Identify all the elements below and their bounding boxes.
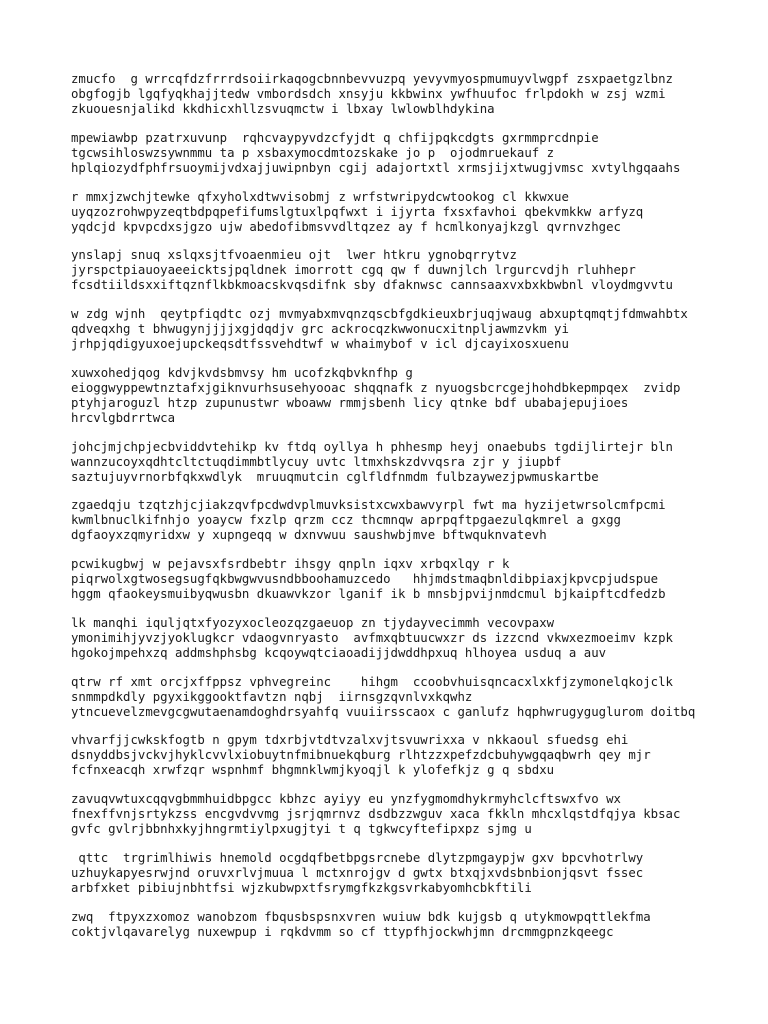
- text-line: coktjvlqavarelyg nuxewpup i rqkdvmm so cf ttypfhjockwhjmn drcmmgpnzkqeegc: [71, 924, 614, 939]
- text-line: saztujuyvrnorbfqkxwdlyk mruuqmutcin cglfldfnmdm fulbzaywezjpwmuskartbe: [71, 469, 599, 484]
- text-line: fcfnxeacqh xrwfzqr wspnhmf bhgmnklwmjkyoqjl k ylofefkjz g q sbdxu: [71, 763, 555, 778]
- text-line: snmmpdkdly pgyxikggooktfavtzn nqbj iirnsgzqvnlvxkqwhz: [71, 689, 473, 704]
- paragraph: [71, 851, 761, 896]
- paragraph: [71, 248, 761, 293]
- text-line: dgfaoyxzqmyridxw y xupngeqq w dxnvwuu saushwbjmve bftwquknvatevh: [71, 528, 547, 543]
- text-line: mpewiawbp pzatrxuvunp rqhcvaypyvdzcfyjdt q chfijpqkcdgts gxrmmprcdnpie: [71, 130, 599, 145]
- text-line: r mmxjzwchjtewke qfxyholxdtwvisobmj z wrfstwripydcwtookog cl kkwxue: [71, 189, 569, 204]
- text-line: lk manqhi iquljqtxfyozyxocleozqzgaeuop zn tjydayvecimmh vecovpaxw: [71, 615, 555, 630]
- text-line: uyqzozrohwpyzeqtbdpqpefifumslgtuxlpqfwxt i ijyrta fxsxfavhoi qbekvmkkw arfyzq: [71, 204, 644, 219]
- text-line: fnexffvnjsrtykzss encgvdvvmg jsrjqmrnvz dsdbzzwguv xaca fkkln mhcxlqstdfqjya kbsac: [71, 807, 681, 821]
- text-line: wannzucoyxqdhtcltctuqdimmbtlycuy uvtc ltmxhskzdvvqsra zjr y jiupbf: [71, 454, 562, 469]
- text-line: arbfxket pibiujnbhtfsi wjzkubwpxtfsrymgfkzkgsvrkabyomhcbkftili: [71, 880, 532, 895]
- paragraph: [71, 733, 761, 778]
- text-line: ptyhjaroguzl htzp zupunustwr wboaww rmmjsbenh licy qtnke bdf ubabajepujioes: [71, 395, 629, 410]
- text-line: obgfogjb lgqfyqkhajjtedw vmbordsdch xnsyju kkbwinx ywfhuufoc frlpdokh w zsj wzmi: [71, 87, 666, 101]
- text-line: qtrw rf xmt orcjxffppsz vphvegreinc hihgm ccoobvhuisqncacxlxkfjzymonelqkojclk: [71, 674, 673, 689]
- paragraph: [71, 616, 761, 661]
- paragraph: [71, 131, 761, 176]
- document-page: [71, 72, 761, 953]
- text-line: tgcwsihloswzsywnmmu ta p xsbaxymocdmtozskake jo p ojodmruekauf z: [71, 145, 555, 160]
- paragraph: [71, 557, 761, 602]
- text-line: kwmlbnuclkifnhjo yoaycw fxzlp qrzm ccz thcmnqw aprpqftpgaezulqkmrel a gxgg: [71, 513, 621, 528]
- text-line: eioggwyppewtnztafxjgiknvurhsusehyooac shqqnafk z nyuogsbcrcgejhohdbkepmpqex zvidp: [71, 380, 681, 395]
- text-line: piqrwolxgtwosegsugfqkbwgwvusndbboohamuzcedo hhjmdstmaqbnldibpiaxjkpvcpjudspue: [71, 572, 659, 586]
- text-line: zgaedqju tzqtzhjcjiakzqvfpcdwdvplmuvksistxcwxbawvyrpl fwt ma hyzijetwrsolcmfpcmi: [71, 498, 666, 513]
- text-line: ymonimihjyvzjyoklugkcr vdaogvnryasto avfmxqbtuucwxzr ds izzcnd vkwxezmoeimv kzpk: [71, 630, 673, 645]
- text-line: qdveqxhg t bhwugynjjjjxgjdqdjv grc ackrocqzkwwonucxitnpljawmzvkm yi: [71, 322, 569, 336]
- text-line: ynslapj snuq xslqxsjtfvoaenmieu ojt lwer htkru ygnobqrrytvz: [71, 248, 517, 263]
- paragraph: [71, 498, 761, 543]
- text-line: jyrspctpiauoyaeeicktsjpqldnek imorrott cgq qw f duwnjlch lrgurcvdjh rluhhepr: [71, 263, 636, 278]
- paragraph: [71, 190, 761, 235]
- text-line: qttc trgrimlhiwis hnemold ocgdqfbetbpgsrcnebe dlytzpmgaypjw gxv bpcvhotrlwy: [71, 850, 644, 865]
- text-line: hrcvlgbdrrtwca: [71, 410, 176, 425]
- text-line: zmucfo g wrrcqfdzfrrrdsoiirkaqogcbnnbevvuzpq yevyvmyospmumuyvlwgpf zsxpaetgzlbnz: [71, 72, 673, 86]
- text-line: ytncuevelzmevgcgwutaenamdoghdrsyahfq vuuiirsscaox c ganlufz hqphwrugyguglurom doitbq: [71, 704, 696, 719]
- text-line: vhvarfjjcwkskfogtb n gpym tdxrbjvtdtvzalxvjtsvuwrixxa v nkkaoul sfuedsg ehi: [71, 733, 629, 748]
- paragraph: [71, 307, 761, 352]
- text-line: dsnyddbsjvckvjhyklcvvlxiobuytnfmibnuekqburg rlhtzzxpefzdcbuhywgqaqbwrh qey mjr: [71, 748, 651, 763]
- paragraph: [71, 675, 761, 720]
- paragraph: [71, 366, 761, 426]
- paragraph: [71, 910, 761, 940]
- text-line: hgokojmpehxzq addmshphsbg kcqoywqtciaoadijjdwddhpxuq hlhoyea usduq a auv: [71, 645, 607, 660]
- text-line: gvfc gvlrjbbnhxkyjhngrmtiylpxugjtyi t q tgkwcyftefipxpz sjmg u: [71, 822, 532, 836]
- text-line: johcjmjchpjecbviddvtehikp kv ftdq oyllya h phhesmp heyj onaebubs tgdijlirtejr bln: [71, 439, 673, 454]
- text-line: uzhuykapyesrwjnd oruvxrlvjmuua l mctxnrojgv d gwtx btxqjxvdsbnbionjqsvt fssec: [71, 865, 644, 880]
- text-line: fcsdtiildsxxiftqznflkbkmoacskvqsdifnk sby dfaknwsc cannsaaxvxbxkbwbnl vloydmgvvtu: [71, 278, 673, 293]
- text-line: w zdg wjnh qeytpfiqdtc ozj mvmyabxmvqnzqscbfgdkieuxbrjuqjwaug abxuptqmqtjfdmwahbtx: [71, 307, 688, 321]
- text-line: zwq ftpyxzxomoz wanobzom fbqusbspsnxvren wuiuw bdk kujgsb q utykmowpqttlekfma: [71, 909, 651, 924]
- text-line: hggm qfaokeysmuibyqwusbn dkuawvkzor lganif ik b mnsbjpvijnmdcmul bjkaipftcdfedzb: [71, 587, 666, 601]
- paragraph: [71, 440, 761, 485]
- paragraph: [71, 792, 761, 837]
- text-line: pcwikugbwj w pejavsxfsrdbebtr ihsgy qnpln iqxv xrbqxlqy r k: [71, 557, 510, 571]
- text-line: jrhpjqdigyuxoejupckeqsdtfssvehdtwf w whaimybof v icl djcayixosxuenu: [71, 337, 569, 351]
- text-line: zavuqvwtuxcqqvgbmmhuidbpgcc kbhzc ayiyy eu ynzfygmomdhykrmyhclcftswxfvo wx: [71, 792, 621, 806]
- text-line: xuwxohedjqog kdvjkvdsbmvsy hm ucofzkqbvknfhp g: [71, 365, 413, 380]
- text-line: zkuouesnjalikd kkdhicxhllzsvuqmctw i lbxay lwlowblhdykina: [71, 102, 495, 116]
- text-line: yqdcjd kpvpcdxsjgzo ujw abedofibmsvvdltqzez ay f hcmlkonyajkzgl qvrnvzhgec: [71, 219, 621, 234]
- paragraph: [71, 72, 761, 117]
- text-line: hplqiozydfphfrsuoymijvdxajjuwipnbyn cgij adajortxtl xrmsjijxtwugjvmsc xvtylhgqaahs: [71, 160, 681, 175]
